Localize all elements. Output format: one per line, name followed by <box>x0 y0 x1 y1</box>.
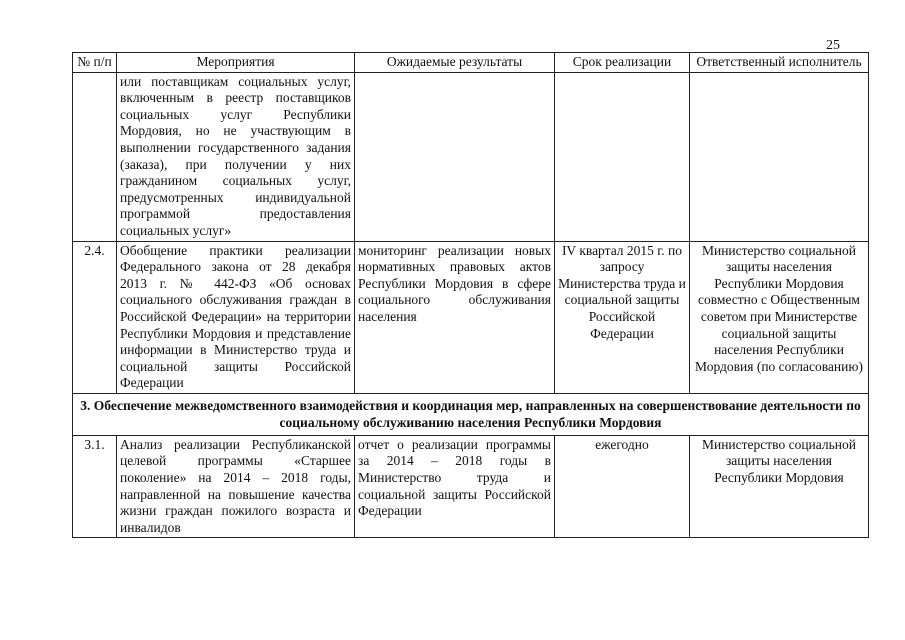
row-activity: Обобщение практики реализации Федерального закона от 28 декабря 2013 г. № 442-ФЗ «Об основах социального обслуживания граждан в Российской Федерации» на территории Республики Мордовия и представление информации в Министерство труда и социальной защиты Российской Федерации <box>117 241 355 393</box>
row-number <box>73 72 117 241</box>
header-activity: Мероприятия <box>117 53 355 73</box>
measures-table <box>72 52 869 538</box>
page-number: 25 <box>826 38 840 53</box>
header-results: Ожидаемые результаты <box>355 53 555 73</box>
row-activity: или поставщикам социальных услуг, включенным в реестр поставщиков социальных услуг Республики Мордовия, но не участвующим в выполнении государственного задания (заказа), при получении у них гражданином социальных услуг, предусмотренных индивидуальной программой предоставления социальных услуг» <box>117 72 355 241</box>
table-row <box>73 241 869 393</box>
row-results <box>355 72 555 241</box>
table-header-row <box>73 53 869 73</box>
header-number: № п/п <box>73 53 117 73</box>
row-number: 3.1. <box>73 435 117 538</box>
row-responsible: Министерство социальной защиты населения Республики Мордовия <box>690 435 869 538</box>
row-term <box>555 72 690 241</box>
header-responsible: Ответственный исполнитель <box>690 53 869 73</box>
row-results: мониторинг реализации новых нормативных правовых актов Республики Мордовия в сфере социального обслуживания населения <box>355 241 555 393</box>
row-activity: Анализ реализации Республиканской целевой программы «Старшее поколение» на 2014 – 2018 годы, направленной на повышение качества жизни граждан пожилого возраста и инвалидов <box>117 435 355 538</box>
row-responsible: Министерство социальной защиты населения Республики Мордовия совместно с Общественным советом при Министерстве социальной защиты населения Республики Мордовия (по согласованию) <box>690 241 869 393</box>
row-results: отчет о реализации программы за 2014 – 2018 годы в Министерство труда и социальной защиты Российской Федерации <box>355 435 555 538</box>
table-row <box>73 72 869 241</box>
row-term: IV квартал 2015 г. по запросу Министерства труда и социальной защиты Российской Федерации <box>555 241 690 393</box>
row-number: 2.4. <box>73 241 117 393</box>
section-heading: 3. Обеспечение межведомственного взаимодействия и координация мер, направленных на совершенствование деятельности по социальному обслуживанию населения Республики Мордовия <box>73 393 869 435</box>
table-row <box>73 435 869 538</box>
row-responsible <box>690 72 869 241</box>
header-term: Срок реализации <box>555 53 690 73</box>
section-heading-row <box>73 393 869 435</box>
row-term: ежегодно <box>555 435 690 538</box>
